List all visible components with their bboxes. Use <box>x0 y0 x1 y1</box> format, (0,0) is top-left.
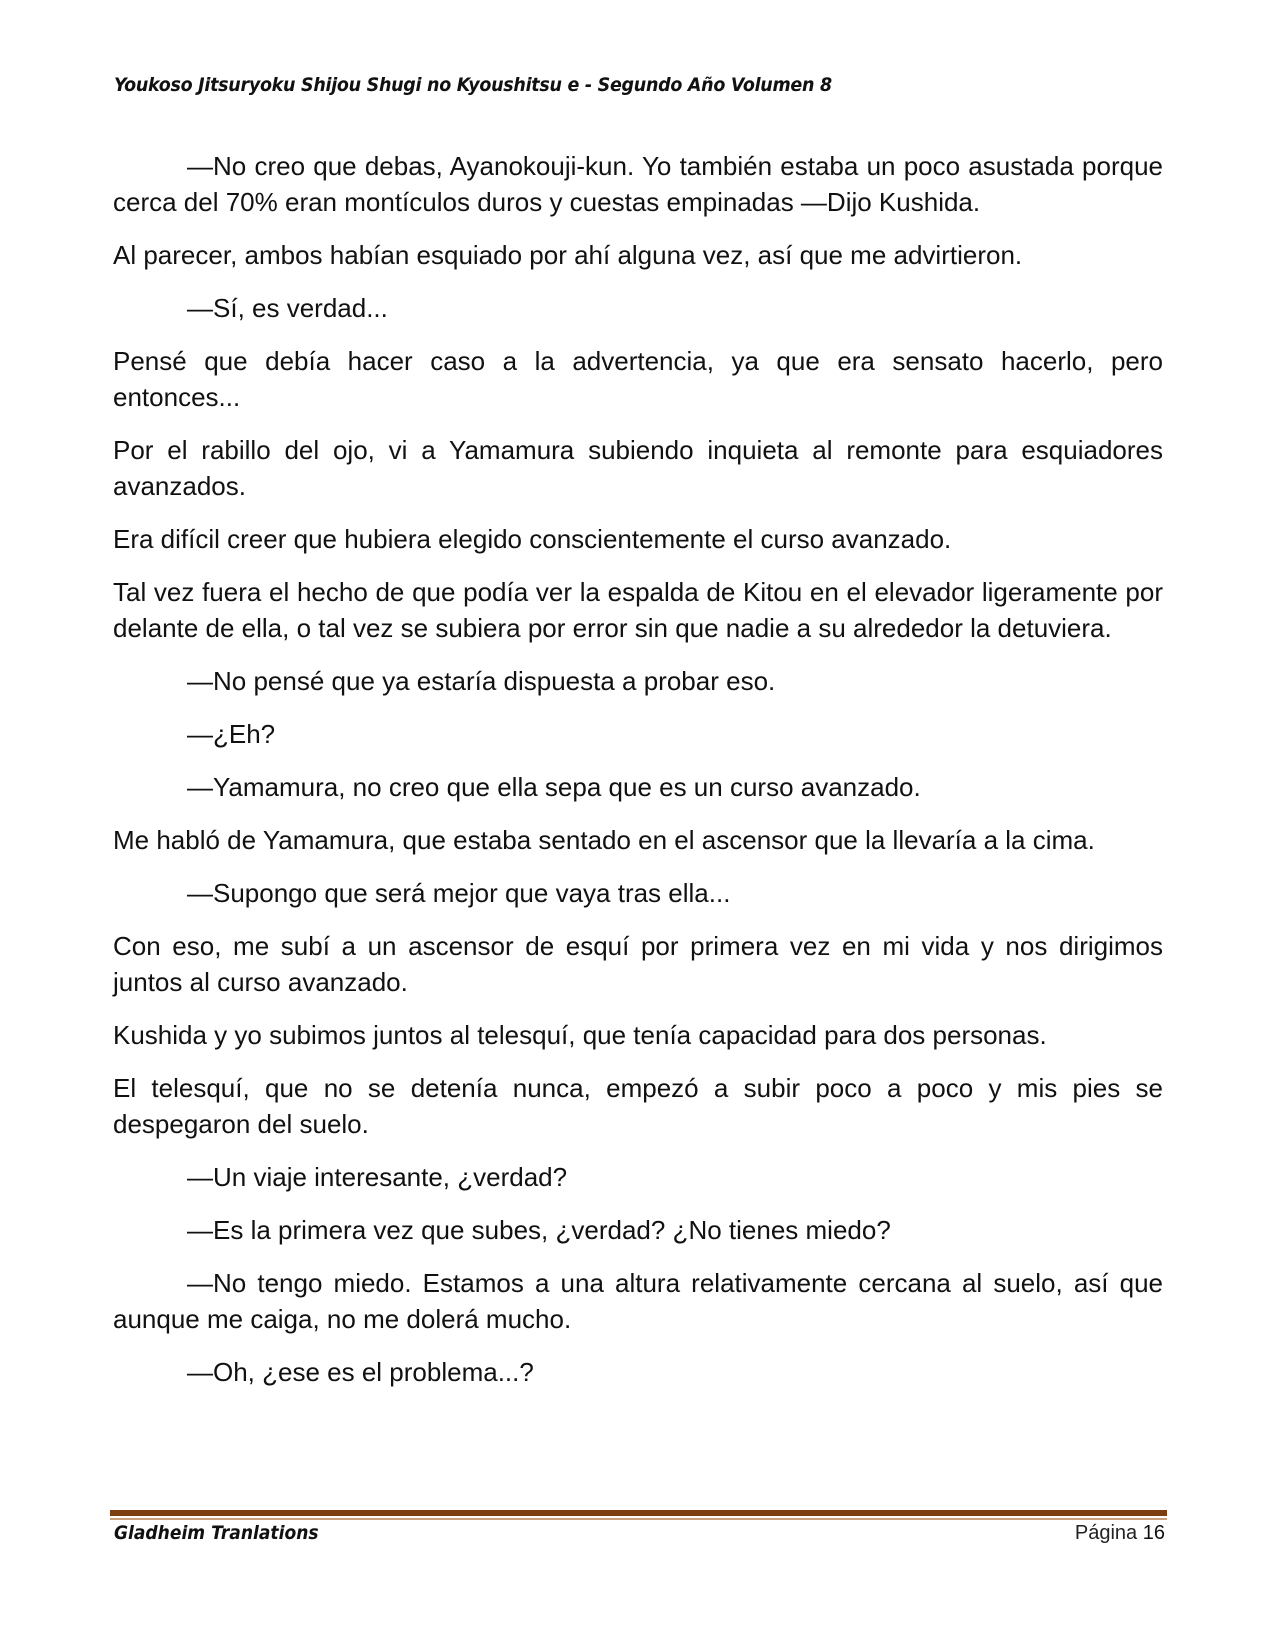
paragraph: —No pensé que ya estaría dispuesta a probar eso. <box>187 666 776 696</box>
paragraph: —Sí, es verdad... <box>187 293 388 323</box>
paragraph: El telesquí, que no se detenía nunca, empezó a subir poco a poco y mis pies se despegaron del suelo. <box>113 1073 1163 1139</box>
paragraph: Tal vez fuera el hecho de que podía ver la espalda de Kitou en el elevador ligeramente por delante de ella, o tal vez se subiera por error sin que nadie a su alrededor la detuviera. <box>113 577 1163 643</box>
paragraph: —Un viaje interesante, ¿verdad? <box>187 1162 568 1192</box>
page-number-value: 16 <box>1142 1522 1165 1544</box>
paragraph: —Es la primera vez que subes, ¿verdad? ¿No tienes miedo? <box>187 1215 891 1245</box>
paragraph: Era difícil creer que hubiera elegido conscientemente el curso avanzado. <box>113 524 952 554</box>
paragraph: Al parecer, ambos habían esquiado por ahí alguna vez, así que me advirtieron. <box>113 240 1023 270</box>
running-header-title: Youkoso Jitsuryoku Shijou Shugi no Kyoushitsu e - Segundo Año Volumen 8 <box>114 74 832 96</box>
footer-divider <box>110 1510 1167 1516</box>
page-label: Página <box>1074 1522 1138 1544</box>
body-text <box>113 148 1163 1407</box>
paragraph: Con eso, me subí a un ascensor de esquí por primera vez en mi vida y nos dirigimos juntos al curso avanzado. <box>113 931 1163 997</box>
paragraph: —Supongo que será mejor que vaya tras ella... <box>187 878 731 908</box>
paragraph: Me habló de Yamamura, que estaba sentado en el ascensor que la llevaría a la cima. <box>113 825 1095 855</box>
page-number <box>1075 1522 1165 1545</box>
paragraph: —No creo que debas, Ayanokouji-kun. Yo también estaba un poco asustada porque cerca del 70% eran montículos duros y cuestas empinadas —Dijo Kushida. <box>113 151 1163 217</box>
footer-divider-accent <box>110 1518 1167 1520</box>
footer-publisher: Gladheim Tranlations <box>114 1522 319 1544</box>
paragraph: —¿Eh? <box>187 719 276 749</box>
paragraph: Kushida y yo subimos juntos al telesquí, que tenía capacidad para dos personas. <box>113 1020 1047 1050</box>
paragraph: —Oh, ¿ese es el problema...? <box>187 1357 534 1387</box>
paragraph: —Yamamura, no creo que ella sepa que es un curso avanzado. <box>187 772 921 802</box>
paragraph: Por el rabillo del ojo, vi a Yamamura subiendo inquieta al remonte para esquiadores avanzados. <box>113 435 1163 501</box>
paragraph: Pensé que debía hacer caso a la advertencia, ya que era sensato hacerlo, pero entonces... <box>113 346 1163 412</box>
paragraph: —No tengo miedo. Estamos a una altura relativamente cercana al suelo, así que aunque me caiga, no me dolerá mucho. <box>113 1268 1163 1334</box>
